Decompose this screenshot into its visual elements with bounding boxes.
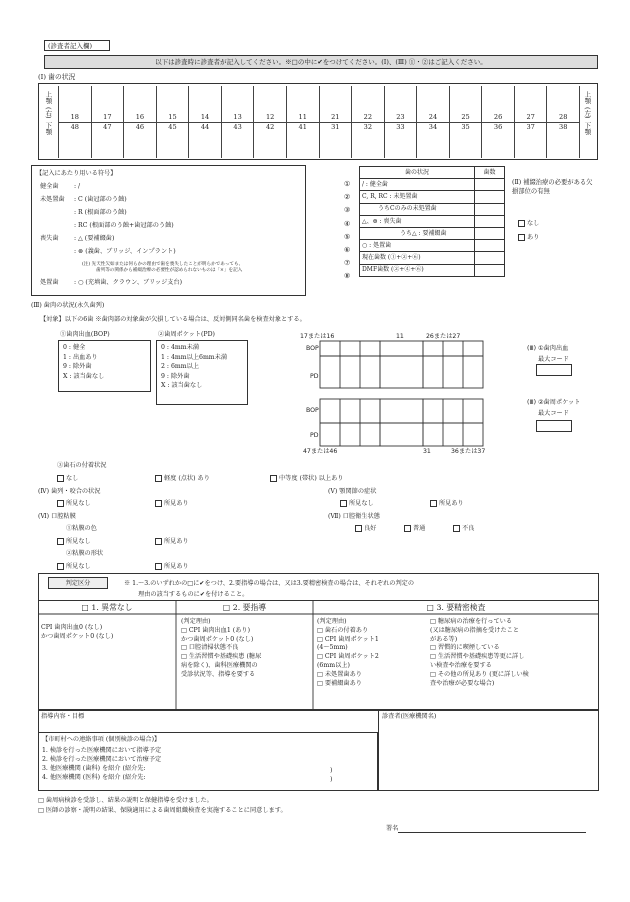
summary-row-number: ⑤ — [344, 232, 351, 241]
contact-item: 4. 他医療機関 (医科) を紹介 (紹介先: — [42, 773, 146, 781]
calculus-mild-label: 軽度 (点状) あり — [164, 475, 210, 482]
tooth-number: 45 — [168, 123, 177, 131]
tooth-number: 48 — [70, 123, 79, 131]
legend-row — [40, 196, 127, 204]
hygiene-normal-label: 普通 — [413, 525, 426, 532]
legend-code: : R (根面部のう蝕) — [74, 209, 127, 216]
bop-title: ①歯肉出血(BOP) — [60, 331, 110, 338]
tooth-number: 38 — [559, 123, 568, 131]
legend-code: : C (歯冠部のう蝕) — [74, 196, 127, 203]
summary-col1-head: 歯の状況 — [360, 167, 475, 179]
section4-none-checkbox[interactable] — [57, 500, 64, 507]
summary-row-number: ② — [344, 193, 351, 202]
summary-row-label: DMF歯数 (②+④+⑥) — [360, 264, 475, 276]
teeth-right-border — [579, 86, 580, 158]
summary-row-label: 現在歯数 (①+②+⑥) — [360, 252, 475, 264]
teeth-upper-shade — [58, 86, 579, 92]
grid-top-3: 26または27 — [426, 333, 461, 340]
tooth-cell-lower[interactable] — [221, 122, 254, 158]
judgement-detailed-line: がある等) — [430, 635, 458, 643]
right-mark-left: (右) — [44, 107, 53, 119]
judgement-guidance-line: □ 生活習慣や基礎疾患 (糖尿 — [181, 653, 262, 661]
section6-title: (Ⅵ) 口腔粘膜 — [38, 513, 76, 520]
grid-top-2: 11 — [396, 333, 404, 340]
mucosa-shape-title: ②粘膜の形状 — [66, 550, 104, 557]
judgement-detailed-head[interactable]: □ 3. 要精密検査 — [426, 603, 486, 612]
section4-none[interactable] — [57, 500, 91, 508]
summary-row — [360, 240, 505, 252]
tooth-number: 33 — [396, 123, 405, 131]
judgement-label: 判定区分 — [48, 577, 108, 589]
section1-title: (Ⅰ) 歯の状況 — [38, 73, 76, 81]
section3-title: (Ⅲ) 歯肉の状況(永久歯列) — [31, 302, 105, 309]
max1-label: (Ⅲ) ①歯肉出血 — [527, 345, 569, 352]
mucosa-color-yes[interactable] — [155, 538, 189, 546]
summary-row — [360, 215, 505, 227]
tooth-number: 13 — [233, 112, 242, 121]
summary-row-label: うちCのみの未処置歯 — [360, 203, 475, 215]
summary-row-count[interactable] — [475, 179, 505, 191]
missing-yes-checkbox[interactable] — [518, 234, 525, 241]
legend-treated-code: : ○ (充填歯、クラウン、ブリッジ支台) — [74, 279, 183, 286]
mucosa-color-title: ①粘膜の色 — [66, 525, 97, 532]
hygiene-normal-checkbox[interactable] — [404, 525, 411, 532]
consent-line2[interactable]: □ 医師の診察・説明の結果、保険適用による歯周組織検査を実施することに同意します。 — [38, 807, 287, 814]
examiner-entry-label: (診査者記入欄) — [44, 40, 110, 51]
contact-item: 1. 検診を行った医療機関において指導予定 — [42, 747, 162, 754]
judgement-detailed-line: □ 歯石の付着あり — [317, 626, 369, 634]
hygiene-poor-checkbox[interactable] — [453, 525, 460, 532]
mucosa-shape-yes-label: 所見あり — [164, 563, 189, 570]
grid-bottom-3: 36または37 — [451, 448, 486, 455]
mucosa-shape-none[interactable] — [57, 563, 91, 571]
summary-table — [359, 166, 505, 277]
teeth-chart-right-label — [580, 91, 594, 135]
pd-code: 2 : 6mm以上 — [161, 363, 200, 371]
pd-code: 0 : 4mm未満 — [161, 344, 200, 351]
summary-row-number: ⑥ — [344, 246, 351, 254]
summary-row-number: ⑦ — [344, 259, 351, 268]
missing-none-label: なし — [527, 220, 540, 227]
tooth-cell-lower[interactable] — [188, 122, 221, 158]
legend-treated-term: 処置歯 — [40, 279, 59, 286]
max1-code: 最大コード — [538, 356, 569, 363]
legend-row — [40, 222, 174, 230]
section5-yes-checkbox[interactable] — [430, 500, 437, 507]
tooth-cell-lower[interactable] — [91, 122, 124, 158]
calculus-moderate-checkbox[interactable] — [270, 475, 277, 482]
left-mark-right: (左) — [583, 107, 592, 119]
teeth-midline — [58, 122, 579, 123]
mucosa-shape-yes-checkbox[interactable] — [155, 563, 162, 570]
calculus-none-checkbox[interactable] — [57, 475, 64, 482]
legend-note1: (注) 先天性欠如または何らかの理由で歯を喪失したことが明らかであっても、 — [82, 262, 244, 267]
tooth-cell-lower[interactable] — [416, 122, 449, 158]
summary-row-number: ⑧ — [344, 272, 351, 281]
mucosa-shape-yes[interactable] — [155, 563, 189, 571]
legend-row — [40, 209, 127, 217]
tooth-number: 31 — [331, 123, 340, 131]
tooth-number: 43 — [233, 123, 242, 131]
tooth-cell-lower[interactable] — [481, 122, 514, 158]
tooth-cell-lower[interactable] — [449, 122, 482, 158]
legend-row — [40, 248, 176, 256]
missing-yes-option[interactable] — [518, 234, 539, 242]
judgement-normal-body — [41, 623, 113, 642]
mucosa-color-yes-checkbox[interactable] — [155, 538, 162, 545]
section5-yes[interactable] — [430, 500, 464, 508]
grid-bop-label-1: BOP — [306, 345, 319, 352]
judgement-detailed-line: (又は糖尿病の指摘を受けたこと — [430, 626, 520, 634]
tooth-number: 46 — [135, 123, 145, 131]
teeth-chart-left-label — [41, 91, 55, 135]
calculus-moderate[interactable] — [270, 475, 343, 483]
grid-bottom-1: 47または46 — [303, 448, 338, 455]
summary-row — [360, 203, 505, 215]
pd-code: 9 : 除外歯 — [161, 372, 190, 380]
section5-none[interactable] — [340, 500, 374, 508]
summary-row-number: ④ — [344, 219, 351, 228]
summary-row-count[interactable] — [475, 264, 505, 276]
summary-row-label: ○ : 処置歯 — [360, 240, 475, 252]
grid-pd-label-1: PD — [310, 373, 319, 380]
mucosa-color-none-checkbox[interactable] — [57, 538, 64, 545]
bop-code: 0 : 健全 — [63, 344, 86, 351]
judgement-detailed-line: □ 未処置歯あり — [317, 670, 362, 678]
summary-row-label: C, R, RC : 未処置歯 — [360, 191, 475, 203]
max2-label: (Ⅲ) ②歯周ポケット — [527, 399, 581, 406]
legend-code: : ⊜ (義歯、ブリッジ、インプラント) — [74, 248, 176, 255]
tooth-cell-lower[interactable] — [286, 122, 319, 158]
grid-bottom-2: 31 — [423, 448, 431, 455]
section4-none-label: 所見なし — [66, 500, 91, 507]
missing-yes-label: あり — [527, 234, 540, 241]
tooth-number: 41 — [298, 123, 307, 131]
lower-right-label: 下顎 — [583, 121, 592, 135]
teeth-grid — [58, 86, 579, 158]
section4-yes-label: 所見あり — [164, 500, 189, 507]
tooth-number: 23 — [396, 112, 405, 121]
section5-title: (Ⅴ) 顎関節の症状 — [328, 488, 377, 495]
hygiene-normal[interactable] — [404, 525, 425, 533]
judgement-guidance-line: □ 口腔清掃状態不良 — [181, 644, 239, 652]
summary-row — [360, 264, 505, 276]
contact-close-paren-3: ) — [330, 767, 333, 774]
summary-row-count[interactable] — [475, 191, 505, 203]
hygiene-good-checkbox[interactable] — [355, 525, 362, 532]
tooth-number: 44 — [200, 123, 210, 131]
hygiene-poor[interactable] — [453, 525, 474, 533]
tooth-number: 25 — [461, 112, 470, 121]
summary-row-label: △、⊜ : 喪失歯 — [360, 215, 475, 227]
section7-title: (Ⅶ) 口腔衛生状態 — [328, 513, 380, 520]
mucosa-color-none-label: 所見なし — [66, 538, 91, 545]
judgement-guidance-line: 病を除く)、歯科医療機関の — [181, 661, 258, 669]
judgement-guidance-line: 受診状況等、指導を要する — [181, 670, 256, 678]
calculus-mild[interactable] — [155, 475, 210, 483]
tooth-cell-lower[interactable] — [546, 122, 579, 158]
pd-code: X : 該当歯なし — [161, 382, 203, 390]
tooth-number: 28 — [559, 112, 568, 121]
summary-row — [360, 227, 505, 239]
grid-bop-label-2: BOP — [306, 407, 319, 414]
summary-row-number: ① — [344, 180, 351, 188]
grid-pd-label-2: PD — [310, 432, 319, 439]
tooth-cell-lower[interactable] — [514, 122, 547, 158]
signature-line[interactable] — [398, 832, 586, 833]
judgement-detailed-line: □ 要補綴歯あり — [317, 679, 362, 687]
judgement-detailed-line: (判定理由) — [317, 618, 347, 625]
bop-code: 9 : 除外歯 — [63, 363, 92, 371]
summary-row-number: ③ — [344, 206, 351, 215]
summary-row-count[interactable] — [475, 203, 505, 215]
judgement-note2: 理由の該当するものに✔を付けること。 — [138, 591, 249, 598]
summary-row — [360, 179, 505, 191]
summary-row-count[interactable] — [475, 240, 505, 252]
tooth-cell-lower[interactable] — [351, 122, 384, 158]
summary-row-count[interactable] — [475, 215, 505, 227]
judgement-guidance-line: (判定理由) — [181, 618, 211, 625]
legend-term: 未処置歯 — [40, 196, 65, 203]
tooth-cell-lower[interactable] — [123, 122, 156, 158]
judgement-normal-line: かつ歯周ポケット0 (なし) — [41, 633, 114, 641]
tooth-cell-lower[interactable] — [156, 122, 189, 158]
upper-left-label: 上顎 — [44, 91, 53, 104]
tooth-number: 12 — [265, 112, 275, 121]
tooth-cell-lower[interactable] — [384, 122, 417, 158]
hygiene-good-label: 良好 — [364, 525, 377, 532]
tooth-number: 37 — [526, 123, 535, 131]
judgement-guidance-head[interactable]: □ 2. 要指導 — [222, 603, 267, 612]
contact-items — [42, 747, 161, 783]
tooth-number: 21 — [331, 112, 340, 121]
bop-codes-box — [58, 340, 151, 392]
gum-grid — [289, 332, 529, 462]
summary-col2-head: 歯数 — [475, 167, 505, 179]
section5-none-checkbox[interactable] — [340, 500, 347, 507]
judgement-guidance-line: □ CPI 歯肉出血1 (あり) — [181, 626, 250, 634]
contact-close-paren-4: ) — [330, 776, 333, 783]
summary-row-label: うち△ : 要補綴歯 — [360, 227, 475, 239]
mucosa-color-yes-label: 所見あり — [164, 538, 189, 545]
missing-none-option[interactable] — [518, 220, 539, 228]
grid-top-1: 17または16 — [300, 333, 335, 340]
tooth-number: 22 — [363, 112, 373, 121]
legend-row — [40, 235, 114, 243]
legend-row — [40, 183, 80, 191]
tooth-number: 35 — [461, 123, 470, 131]
legend-code: : △ (要補綴歯) — [74, 235, 115, 242]
calculus-none-label: なし — [66, 475, 79, 482]
max2-code: 最大コード — [538, 410, 569, 417]
gum-grid-svg — [289, 332, 529, 462]
tooth-number: 27 — [526, 112, 535, 121]
tooth-number: 11 — [298, 112, 307, 121]
tooth-number: 15 — [168, 112, 177, 121]
pd-code: 1 : 4mm以上6mm未満 — [161, 353, 228, 361]
tooth-number: 42 — [265, 123, 275, 131]
guidance-divider — [378, 710, 379, 791]
missing-none-checkbox[interactable] — [518, 220, 525, 227]
bop-code: X : 該当歯なし — [63, 372, 105, 380]
judgement-detailed-line: い検査や治療を要する — [430, 661, 492, 669]
tooth-number: 18 — [70, 112, 79, 121]
tooth-number: 26 — [493, 112, 503, 121]
section5-yes-label: 所見あり — [439, 500, 464, 507]
judgement-detailed-line: □ 糖尿病の治療を行っている — [430, 618, 513, 625]
judgement-guidance-body — [181, 618, 261, 680]
judgement-detailed-line: 査や治療が必要な場合) — [430, 679, 495, 687]
lower-left-label: 下顎 — [44, 121, 53, 135]
tooth-number: 17 — [103, 112, 112, 121]
summary-row-count[interactable] — [475, 252, 505, 264]
tooth-number: 16 — [135, 112, 145, 121]
judgement-detailed-line: □ 生活習慣や基礎疾患等更に詳し — [430, 653, 525, 661]
calculus-moderate-label: 中等度 (帯状) 以上あり — [279, 475, 344, 482]
judgement-detailed-line: □ その他の所見あり (更に詳しい検 — [430, 670, 529, 678]
upper-right-label: 上顎 — [583, 91, 592, 104]
hygiene-poor-label: 不良 — [462, 525, 475, 532]
judgement-detailed-line: □ CPI 歯周ポケット1 — [317, 635, 379, 643]
contact-item: 2. 検診を行った医療機関において治療予定 — [42, 755, 162, 763]
judgement-note1: ※ 1.～3.のいずれかの□に✔をつけ、2.要指導の場合は、又は3.要精密検査の場合は、それぞれの判定の — [124, 580, 415, 587]
judgement-normal-line: CPI 歯肉出血0 (なし) — [41, 624, 103, 631]
legend-code: : / — [74, 183, 81, 190]
tooth-number: 24 — [428, 112, 438, 121]
section3-target: 【対象】以下の6歯 ※歯肉部の対象歯が欠損している場合は、反対側同名歯を検査対象とする。 — [40, 316, 306, 323]
tooth-number: 47 — [103, 123, 112, 131]
legend-term: 健全歯 — [40, 183, 59, 190]
tooth-cell-lower[interactable] — [58, 122, 91, 158]
tooth-number: 14 — [200, 112, 210, 121]
mucosa-shape-none-label: 所見なし — [66, 563, 91, 570]
judgement-detailed-line: (6mm以上) — [317, 661, 350, 669]
section4-title: (Ⅳ) 歯列・咬合の状況 — [38, 488, 101, 495]
calculus-none[interactable] — [57, 475, 78, 483]
summary-row — [360, 191, 505, 203]
section4-yes-checkbox[interactable] — [155, 500, 162, 507]
judgement-detailed-body-a — [317, 618, 379, 688]
guidance-label: 指導内容・目標 — [41, 713, 85, 720]
instruction-banner: 以下は診査時に診査者が記入してください。※□の中に✔をつけてください。(Ⅰ)、(Ⅲ) ①・②はご記入ください。 — [44, 55, 598, 69]
mucosa-shape-none-checkbox[interactable] — [57, 563, 64, 570]
contact-item: 3. 他医療機関 (歯科) を紹介 (紹介先: — [42, 764, 146, 772]
tooth-number: 36 — [493, 123, 503, 131]
legend-term: 喪失歯 — [40, 235, 59, 242]
missing-question: (Ⅱ) 補綴治療の必要がある欠損部位の有無 — [512, 179, 593, 196]
consent-line1[interactable]: □ 歯周病検診を受診し、結果の説明と保健指導を受けました。 — [38, 797, 213, 804]
summary-row-count[interactable] — [475, 227, 505, 239]
judgement-detailed-line: □ 習慣的に喫煙している — [430, 644, 500, 652]
tooth-number: 32 — [363, 123, 373, 131]
judgement-detailed-line: (4～5mm) — [317, 644, 348, 652]
summary-row — [360, 252, 505, 264]
tooth-cell-lower[interactable] — [253, 122, 286, 158]
pd-title: ②歯周ポケット(PD) — [158, 331, 215, 338]
tooth-number: 34 — [428, 123, 438, 131]
legend-note2: 歯列等の関係から補綴治療の必要性が認められないものは「×」を記入 — [96, 268, 243, 273]
legend-code: : RC (根面部のう蝕+歯冠部のう蝕) — [74, 222, 174, 229]
judgement-normal-head[interactable]: □ 1. 異常なし — [81, 603, 133, 612]
bop-code: 1 : 出血あり — [63, 353, 98, 361]
section5-none-label: 所見なし — [349, 500, 374, 507]
judgement-guidance-line: かつ歯周ポケット0 (なし) — [181, 635, 254, 643]
contact-title: 【市町村への連絡事項 (個別検診の場合)】 — [42, 736, 161, 743]
signature-label: 署名 — [386, 825, 399, 832]
examiner-label: 診査者(医療機関名) — [382, 713, 437, 720]
legend-title: 【記入にあたり用いる符号】 — [36, 170, 117, 177]
pd-codes-box — [156, 340, 248, 405]
judgement-detailed-line: □ CPI 歯周ポケット2 — [317, 653, 379, 661]
mucosa-color-none[interactable] — [57, 538, 91, 546]
judgement-detailed-body-b — [430, 618, 529, 688]
calculus-mild-checkbox[interactable] — [155, 475, 162, 482]
hygiene-good[interactable] — [355, 525, 376, 533]
calculus-title: ③歯石の付着状況 — [57, 462, 107, 469]
max2-box[interactable] — [536, 420, 572, 432]
tooth-cell-lower[interactable] — [319, 122, 352, 158]
summary-row-label: / : 健全歯 — [360, 179, 475, 191]
judgement-grid — [38, 600, 599, 710]
section4-yes[interactable] — [155, 500, 189, 508]
max1-box[interactable] — [536, 364, 572, 376]
